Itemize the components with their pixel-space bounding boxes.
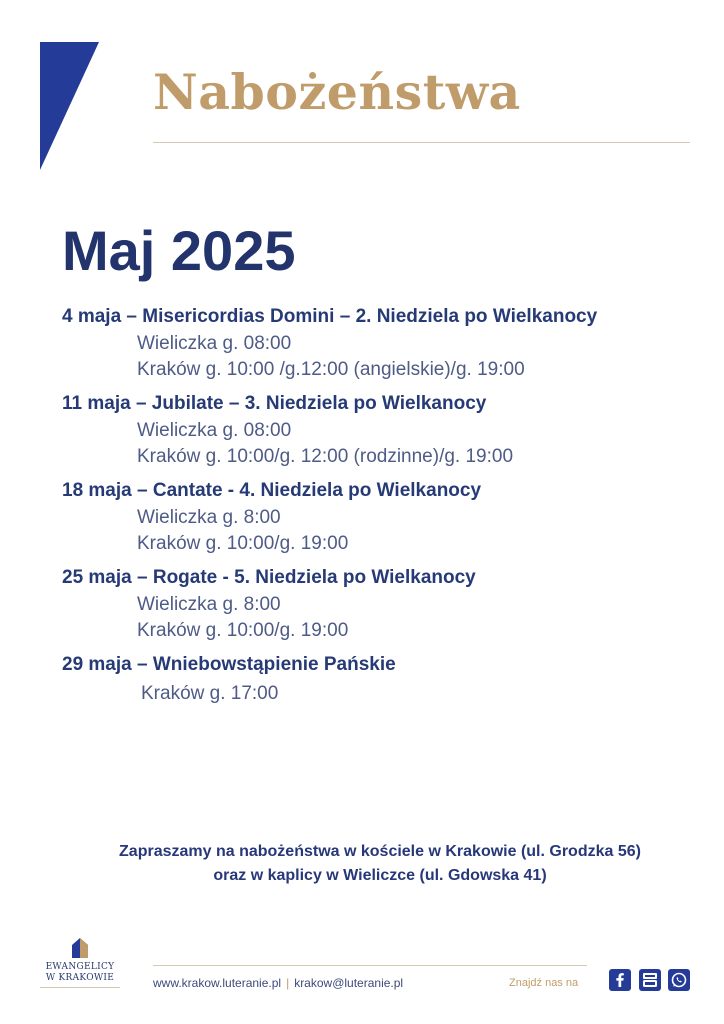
contact-separator: | [286,976,290,990]
schedule-event [62,651,702,707]
service-time: Wieliczka g. 08:00 [137,333,292,354]
logo-line: EWANGELICY [45,962,115,972]
logo-divider [40,987,120,988]
service-time: Kraków g. 10:00/g. 19:00 [137,533,349,554]
service-schedule [62,303,702,714]
schedule-event [62,477,702,557]
email-link[interactable]: krakow@luteranie.pl [294,976,404,990]
schedule-event [62,303,702,383]
church-icon [71,938,89,958]
logo-text [40,962,120,984]
corner-triangle-decoration [40,42,99,170]
schedule-event [62,564,702,644]
title-divider [153,142,690,143]
event-times [62,331,702,383]
month-heading: Maj 2025 [62,219,296,282]
parish-logo [40,938,120,988]
whatsapp-icon[interactable] [668,969,690,991]
event-times [62,418,702,470]
service-time: Wieliczka g. 08:00 [137,420,292,441]
event-heading: 18 maja – Cantate - 4. Niedziela po Wielkanocy [62,480,482,501]
service-time: Wieliczka g. 8:00 [137,594,281,615]
invitation-line: Zapraszamy na nabożeństwa w kościele w Krakowie (ul. Grodzka 56) [119,843,641,860]
invitation-line: oraz w kaplicy w Wieliczce (ul. Gdowska 41) [213,867,547,884]
event-times [62,681,702,707]
event-times [62,592,702,644]
find-us-label: Znajdź nas na [509,977,579,989]
page-title: Nabożeństwa [153,63,521,121]
invitation-text [0,840,724,888]
service-time: Kraków g. 17:00 [141,683,279,704]
service-time: Kraków g. 10:00/g. 19:00 [137,620,349,641]
footer-contact [153,976,403,990]
event-heading: 11 maja – Jubilate – 3. Niedziela po Wielkanocy [62,393,487,414]
service-time: Kraków g. 10:00 /g.12:00 (angielskie)/g. 19:00 [137,359,525,380]
logo-line: W KRAKOWIE [45,973,115,983]
facebook-icon[interactable] [609,969,631,991]
event-heading: 25 maja – Rogate - 5. Niedziela po Wielkanocy [62,567,476,588]
schedule-event [62,390,702,470]
website-link[interactable]: www.krakow.luteranie.pl [153,976,282,990]
event-times [62,505,702,557]
footer-divider [153,965,587,966]
youtube-icon[interactable] [639,969,661,991]
service-time: Wieliczka g. 8:00 [137,507,281,528]
event-heading: 4 maja – Misericordias Domini – 2. Niedziela po Wielkanocy [62,306,598,327]
event-heading: 29 maja – Wniebowstąpienie Pańskie [62,654,396,675]
service-time: Kraków g. 10:00/g. 12:00 (rodzinne)/g. 19:00 [137,446,514,467]
